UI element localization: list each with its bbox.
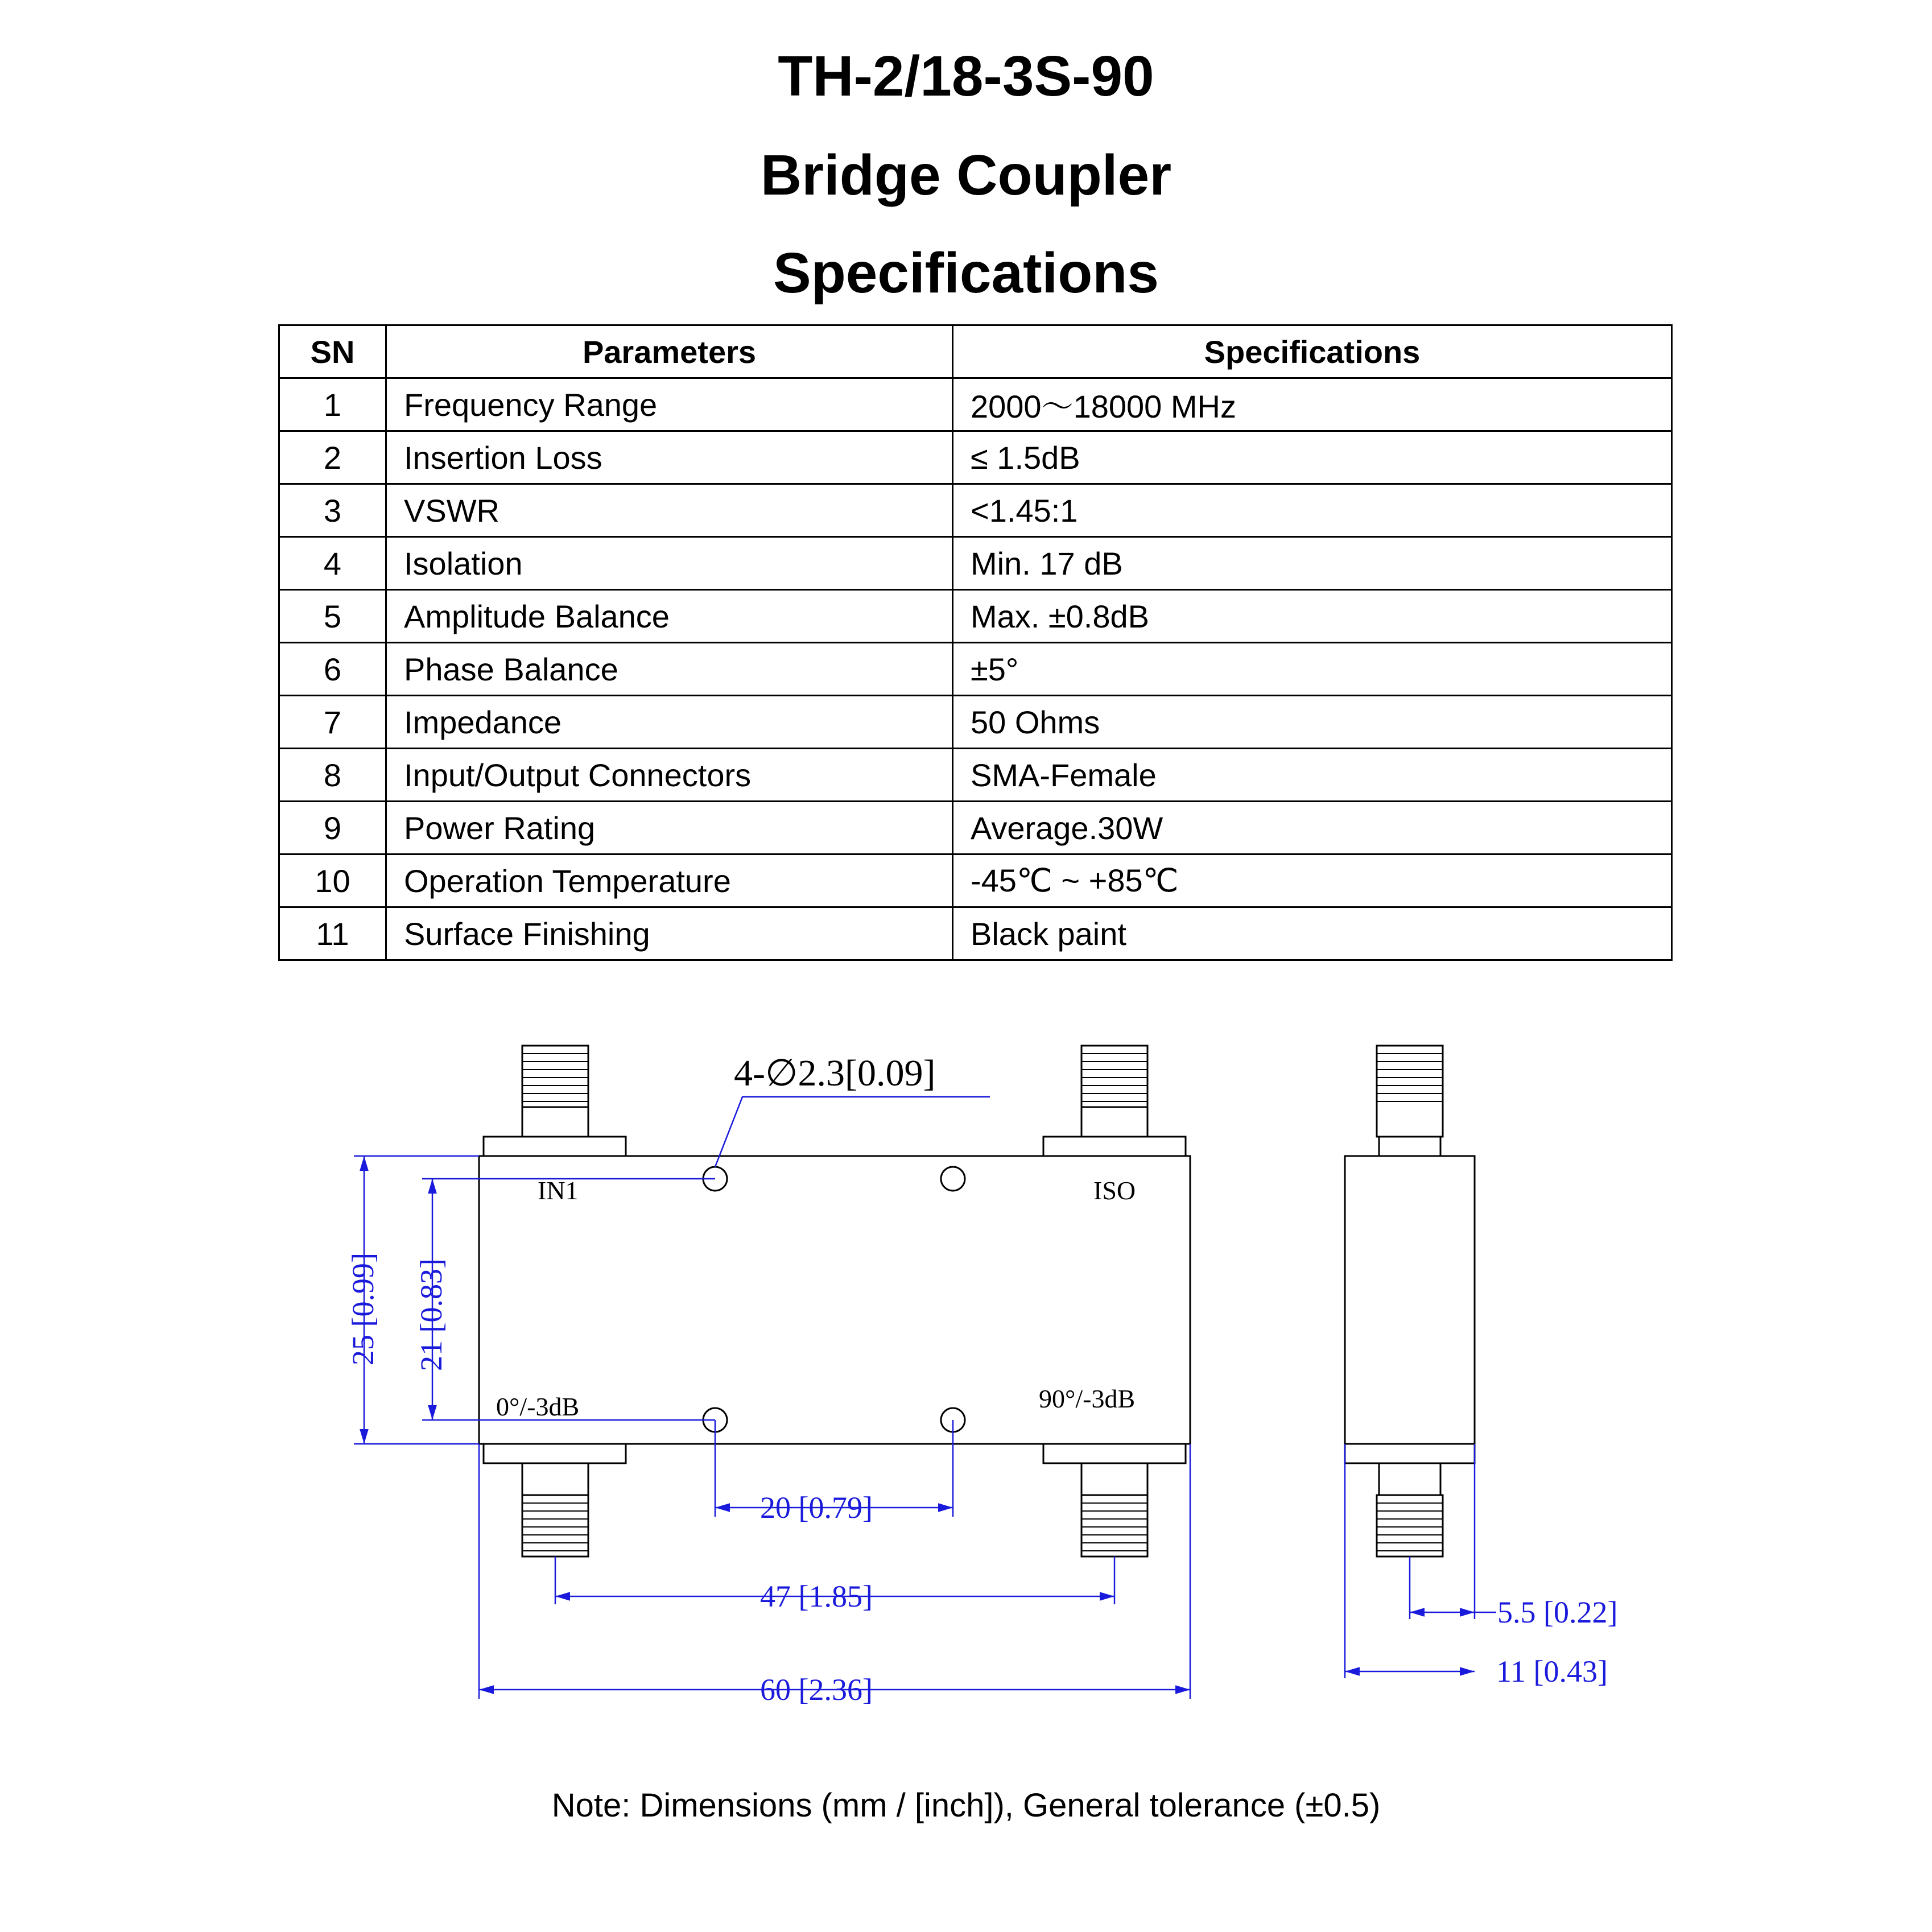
cell-sn: 11 — [279, 907, 386, 960]
connector-out0 — [484, 1444, 626, 1557]
dim-label-height-total: 25 [0.99] — [346, 1253, 380, 1365]
drawing-labels — [346, 1052, 1617, 1707]
side-view — [1345, 1046, 1475, 1557]
cell-parameter: Operation Temperature — [386, 854, 953, 907]
cell-parameter: Phase Balance — [386, 643, 953, 696]
cell-sn: 4 — [279, 537, 386, 590]
mounting-hole — [941, 1167, 965, 1191]
cell-sn: 9 — [279, 802, 386, 854]
cell-sn: 7 — [279, 696, 386, 749]
dim-label-connector-spacing: 47 [1.85] — [760, 1579, 873, 1613]
cell-sn: 10 — [279, 854, 386, 907]
cell-specification: 50 Ohms — [953, 696, 1672, 749]
side-connector-bottom — [1345, 1444, 1475, 1557]
cell-specification: SMA-Female — [953, 749, 1672, 802]
model-title: TH-2/18-3S-90 — [778, 44, 1154, 108]
cell-specification: Min. 17 dB — [953, 537, 1672, 590]
header-parameters: Parameters — [386, 325, 953, 378]
cell-specification: Average.30W — [953, 802, 1672, 854]
cell-sn: 6 — [279, 643, 386, 696]
cell-specification: ≤ 1.5dB — [953, 431, 1672, 484]
side-body — [1345, 1156, 1475, 1444]
cell-parameter: Surface Finishing — [386, 907, 953, 960]
port-label-iso: ISO — [1093, 1176, 1136, 1205]
port-label-out0: 0°/-3dB — [496, 1392, 580, 1421]
cell-parameter: Power Rating — [386, 802, 953, 854]
cell-parameter: Isolation — [386, 537, 953, 590]
dim-label-depth-total: 11 [0.43] — [1496, 1654, 1608, 1689]
product-title: Bridge Coupler — [760, 143, 1172, 207]
extension-lines-length — [479, 1444, 1190, 1699]
cell-sn: 8 — [279, 749, 386, 802]
dim-label-connector-offset: 5.5 [0.22] — [1497, 1595, 1618, 1629]
dim-label-length-total: 60 [2.36] — [760, 1673, 873, 1707]
dim-label-height-holes: 21 [0.83] — [414, 1258, 448, 1371]
cell-sn: 1 — [279, 378, 386, 431]
cell-parameter: VSWR — [386, 484, 953, 537]
cell-sn: 5 — [279, 590, 386, 643]
header-specifications: Specifications — [953, 325, 1672, 378]
header-sn: SN — [279, 325, 386, 378]
connector-in1 — [484, 1046, 626, 1156]
cell-specification: <1.45:1 — [953, 484, 1672, 537]
connector-iso — [1043, 1046, 1186, 1156]
cell-specification: -45℃ ~ +85℃ — [953, 854, 1672, 907]
port-label-out90: 90°/-3dB — [1039, 1384, 1136, 1413]
cell-sn: 3 — [279, 484, 386, 537]
hole-callout-label: 4-∅2.3[0.09] — [734, 1052, 936, 1094]
extension-lines-hole-height — [422, 1179, 715, 1420]
cell-parameter: Amplitude Balance — [386, 590, 953, 643]
side-connector-top — [1377, 1046, 1443, 1156]
cell-specification: Max. ±0.8dB — [953, 590, 1672, 643]
cell-parameter: Input/Output Connectors — [386, 749, 953, 802]
front-view — [479, 1046, 1190, 1557]
cell-parameter: Frequency Range — [386, 378, 953, 431]
connector-out90 — [1043, 1444, 1186, 1557]
cell-parameter: Insertion Loss — [386, 431, 953, 484]
dim-label-hole-spacing: 20 [0.79] — [760, 1491, 873, 1525]
cell-specification: ±5° — [953, 643, 1672, 696]
dimension-note: Note: Dimensions (mm / [inch]), General tolerance (±0.5) — [551, 1787, 1381, 1824]
cell-sn: 2 — [279, 431, 386, 484]
port-label-in1: IN1 — [538, 1176, 579, 1205]
cell-specification: Black paint — [953, 907, 1672, 960]
section-title: Specifications — [773, 241, 1159, 305]
cell-parameter: Impedance — [386, 696, 953, 749]
cell-specification: 2000～18000 MHz — [953, 378, 1672, 431]
